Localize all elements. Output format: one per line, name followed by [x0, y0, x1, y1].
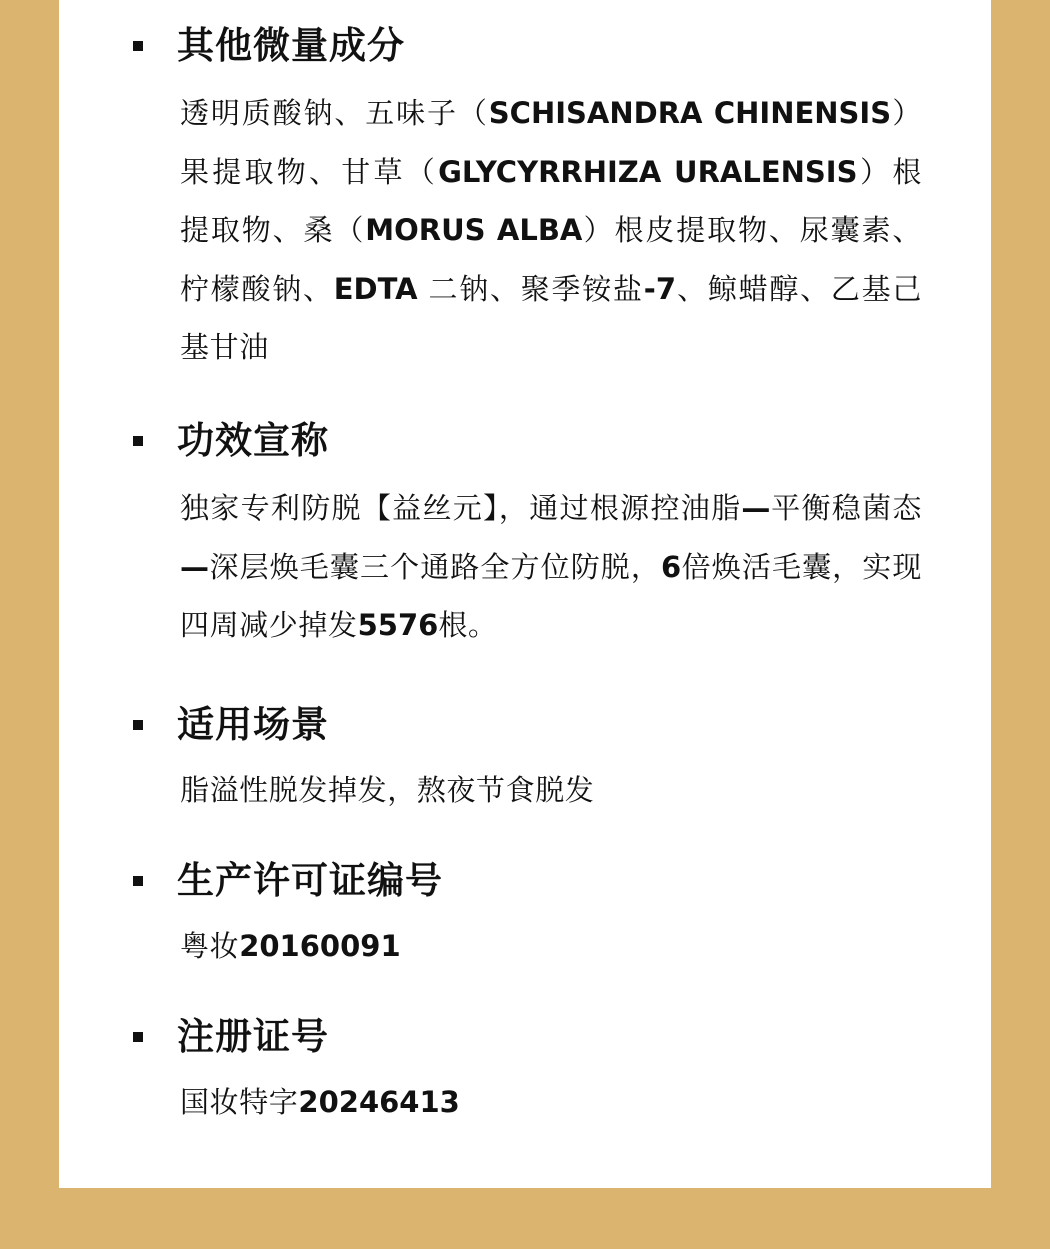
bold-text-run: 20246413 [298, 1085, 460, 1119]
bullet-square-icon [133, 1032, 143, 1042]
bold-text-run: — [741, 491, 771, 525]
section-heading: 注册证号 [177, 1015, 329, 1058]
text-run: 、鲸蜡醇、乙基己基甘油 [180, 271, 922, 364]
text-run: 深层焕毛囊三个通路全方位防脱， [209, 549, 661, 584]
bullet-square-icon [133, 436, 143, 446]
text-run: 透明质酸钠、五味子（ [180, 96, 489, 130]
bold-text-run: EDTA [333, 271, 418, 306]
section-body [180, 1073, 922, 1132]
bullet-square-icon [133, 41, 143, 51]
section-heading: 生产许可证编号 [177, 859, 443, 902]
bullet-square-icon [133, 876, 143, 886]
text-run: 二钠、聚季铵盐 [417, 271, 644, 306]
text-run: 倍焕活毛囊，实现四周减少掉发 [180, 549, 922, 642]
bold-text-run: 6 [661, 549, 682, 584]
bold-text-run: MORUS ALBA [365, 213, 583, 247]
text-run: ）根皮提取物、尿囊素、柠檬酸钠、 [180, 213, 922, 306]
text-run: 脂溢性脱发掉发，熬夜节食脱发 [180, 773, 595, 807]
section-body [180, 761, 922, 820]
section-heading: 其他微量成分 [177, 24, 405, 67]
section-body [180, 479, 922, 655]
text-run: ）果提取物、甘草（ [180, 96, 922, 189]
section-heading: 适用场景 [177, 703, 329, 746]
text-run: 粤妆 [180, 929, 240, 963]
section-heading: 功效宣称 [177, 419, 329, 462]
bold-text-run: 5576 [357, 608, 439, 642]
bold-text-run: -7 [643, 271, 676, 306]
bold-text-run: GLYCYRRHIZA URALENSIS [438, 154, 858, 189]
text-run: ）根提取物、桑（ [180, 154, 922, 247]
bullet-square-icon [133, 720, 143, 730]
text-run: 国妆特字 [180, 1085, 299, 1119]
section-body [180, 84, 922, 377]
bold-text-run: SCHISANDRA CHINENSIS [488, 96, 892, 130]
text-run: 平衡稳菌态 [770, 491, 922, 525]
text-run: 根。 [438, 608, 498, 642]
bold-text-run: 20160091 [239, 929, 401, 963]
bold-text-run: — [180, 549, 209, 584]
ingredient-info-card [59, 0, 991, 1188]
text-run: 独家专利防脱【益丝元】，通过根源控油脂 [180, 491, 742, 525]
section-body [180, 917, 922, 976]
